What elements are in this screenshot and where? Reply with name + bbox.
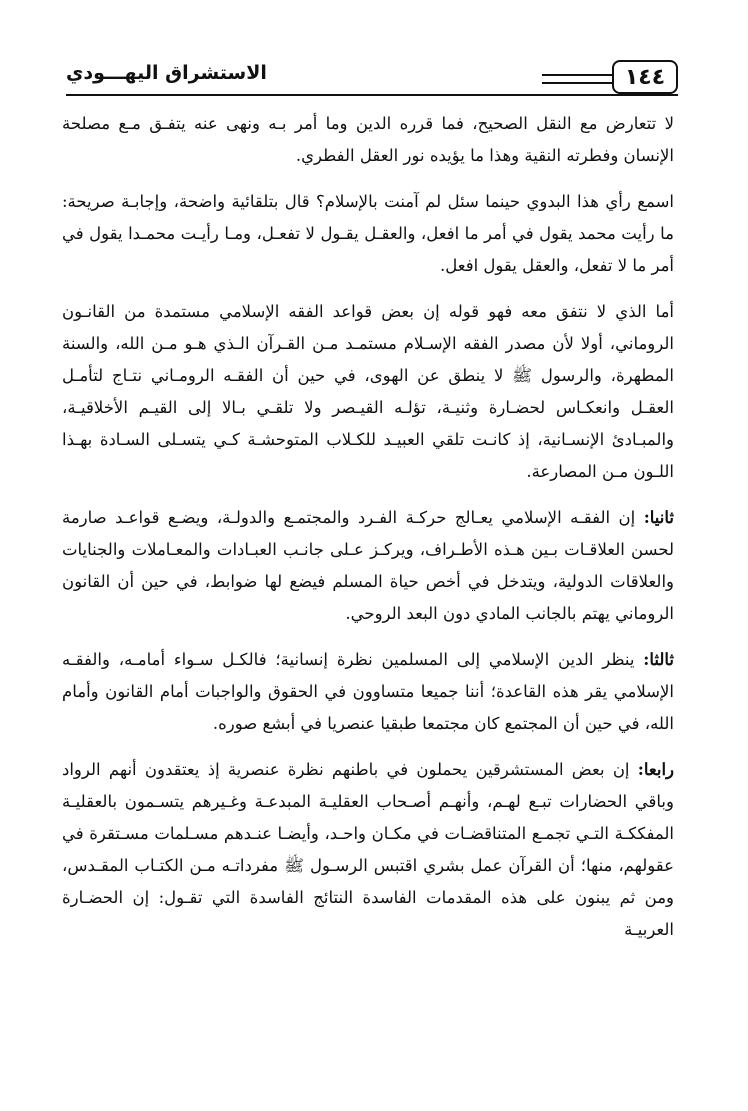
- paragraph-lead: ثانيا:: [643, 508, 674, 527]
- paragraph-text: ينظر الدين الإسلامي إلى المسلمين نظرة إنسانية؛ فالكـل سـواء أمامـه، والفقـه الإسلامي يقر هذه القاعدة؛ أننا جميعا متساوون في الحقوق والواجبات أمام القانون وأمام الله، في حين أن المجتمع كان مجتمعا طبقيا عنصريا في أبشع صوره.: [62, 650, 674, 733]
- paragraph-lead: رابعا:: [637, 760, 675, 779]
- paragraph-text: إن الفقـه الإسلامي يعـالج حركـة الفـرد والمجتمـع والدولـة، ويضـع قواعـد صارمة لحسن العلاقـات بـين هـذه الأطـراف، ويركـز عـلى جانـب العبـادات والمعـاملات والجنايات والعلاقات الدولية، ويتدخل في أخص حياة المسلم فيضع لها ضوابط، في حين أن القانون الروماني يهتم بالجانب المادي دون البعد الروحي.: [62, 508, 674, 623]
- paragraph-lead: ثالثا:: [643, 650, 675, 669]
- running-title: الاستشراق اليهـــودي: [66, 62, 267, 84]
- body-text: [62, 108, 674, 960]
- paragraph-text: لا تتعارض مع النقل الصحيح، فما قرره الدين وما أمر بـه ونهى عنه يتفـق مـع مصلحة الإنسان وفطرته النقية وهذا ما يؤيده نور العقل الفطري.: [62, 114, 674, 165]
- paragraph: [62, 108, 674, 172]
- header-ornament: [542, 74, 612, 84]
- page-header: [66, 58, 678, 98]
- paragraph: [62, 754, 674, 946]
- paragraph-text: أما الذي لا نتفق معه فهو قوله إن بعض قواعد الفقه الإسلامي مستمدة من القانـون الروماني، أولا لأن مصدر الفقه الإسـلام مستمـد مـن القـرآن الـذي هـو مـن الله، والسنة المطهرة، والرسول ﷺ لا ينطق عن الهوى، في حين أن الفقـه الرومـاني نتـاج لتأمـل العقـل وانعكـاس لحضـارة وثنيـة، تؤلـه القيـصر ولا تلقـي بـالا إلى القيـم الأخلاقيـة، والمبـادئ الإنسـانية، إذ كانـت تلقي العبيـد للكـلاب المتوحشـة كـي يتسـلى السـادة بهـذا اللـون مـن المصارعة.: [62, 302, 674, 481]
- paragraph-text: اسمع رأي هذا البدوي حينما سئل لم آمنت بالإسلام؟ قال بتلقائية واضحة، وإجابـة صريحة: ما رأيت محمد يقول في أمر ما افعل، والعقـل يقـول لا تفعـل، ومـا رأيـت محمـدا يقول في أمر ما لا تفعل، والعقل يقول افعل.: [62, 192, 674, 275]
- paragraph-text: إن بعض المستشرقين يحملون في باطنهم نظرة عنصرية إذ يعتقدون أنهم الرواد وباقي الحضارات تبـع لهـم، وأنهـم أصـحاب العقليـة المبدعـة وغـيرهم يتسـمون بالعقليـة المفككـة التـي تجمـع المتناقضـات في مكـان واحـد، وأيضـا عنـدهم مسـلمات مسـتقرة في عقولهم، منها؛ أن القرآن عمل بشري اقتبس الرسـول ﷺ مفرداتـه مـن الكتـاب المقـدس، ومن ثم يبنون على هذه المقدمات الفاسدة النتائج الفاسدة التي تقـول: إن الحضـارة العربيـة: [62, 760, 674, 939]
- header-rule: [66, 94, 678, 96]
- paragraph: [62, 644, 674, 740]
- paragraph: [62, 296, 674, 488]
- page-number: ١٤٤: [612, 60, 678, 94]
- paragraph: [62, 186, 674, 282]
- paragraph: [62, 502, 674, 630]
